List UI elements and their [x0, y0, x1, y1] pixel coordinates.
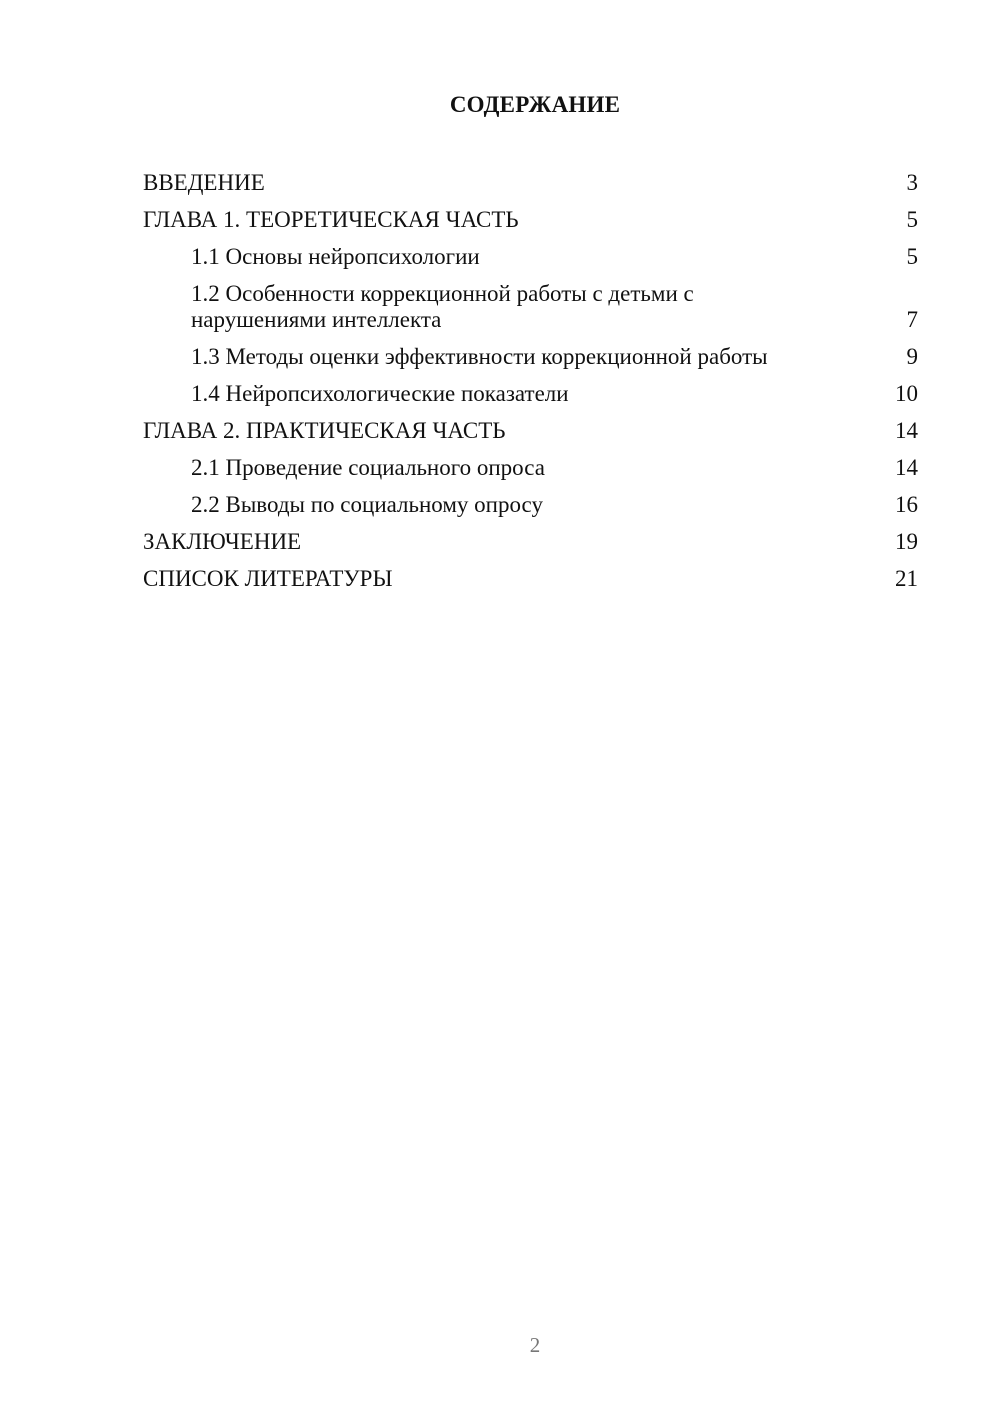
toc-entry-label: 2.1 Проведение социального опроса [191, 455, 545, 480]
toc-entry-page: 14 [895, 418, 918, 443]
toc-entry-page: 3 [906, 170, 918, 195]
toc-entry-section-1-2 [143, 281, 918, 333]
toc-entry-page: 19 [895, 529, 918, 554]
toc-entry-section-1-4 [143, 381, 918, 407]
toc-entry-page: 7 [906, 307, 918, 332]
toc-entry-label: ВВЕДЕНИЕ [143, 170, 265, 195]
toc-entry-page: 9 [906, 344, 918, 369]
page-title: СОДЕРЖАНИЕ [449, 92, 621, 117]
toc-entry-introduction [143, 170, 918, 196]
toc-entry-label: 2.2 Выводы по социальному опросу [191, 492, 543, 517]
toc-entry-section-1-1 [143, 244, 918, 270]
toc-entry-chapter-2 [143, 418, 918, 444]
table-of-contents [143, 170, 918, 603]
toc-entry-page: 5 [906, 207, 918, 232]
toc-entry-page: 21 [895, 566, 918, 591]
toc-entry-conclusion [143, 529, 918, 555]
toc-entry-label: ГЛАВА 2. ПРАКТИЧЕСКАЯ ЧАСТЬ [143, 418, 506, 443]
toc-entry-chapter-1 [143, 207, 918, 233]
toc-entry-page: 14 [895, 455, 918, 480]
toc-entry-page: 5 [906, 244, 918, 269]
toc-entry-page: 16 [895, 492, 918, 517]
toc-entry-section-2-1 [143, 455, 918, 481]
toc-entry-section-1-3 [143, 344, 918, 370]
toc-entry-page: 10 [895, 381, 918, 406]
toc-entry-bibliography [143, 566, 918, 592]
toc-entry-section-2-2 [143, 492, 918, 518]
page-number: 2 [529, 1333, 541, 1357]
toc-entry-label: 1.2 Особенности коррекционной работы с детьми с нарушениями интеллекта [191, 281, 694, 332]
toc-entry-label: СПИСОК ЛИТЕРАТУРЫ [143, 566, 393, 591]
toc-entry-label: 1.3 Методы оценки эффективности коррекционной работы [191, 344, 768, 369]
toc-entry-label: ГЛАВА 1. ТЕОРЕТИЧЕСКАЯ ЧАСТЬ [143, 207, 519, 232]
toc-entry-label: 1.4 Нейропсихологические показатели [191, 381, 569, 406]
toc-entry-label: ЗАКЛЮЧЕНИЕ [143, 529, 302, 554]
toc-entry-label: 1.1 Основы нейропсихологии [191, 244, 480, 269]
